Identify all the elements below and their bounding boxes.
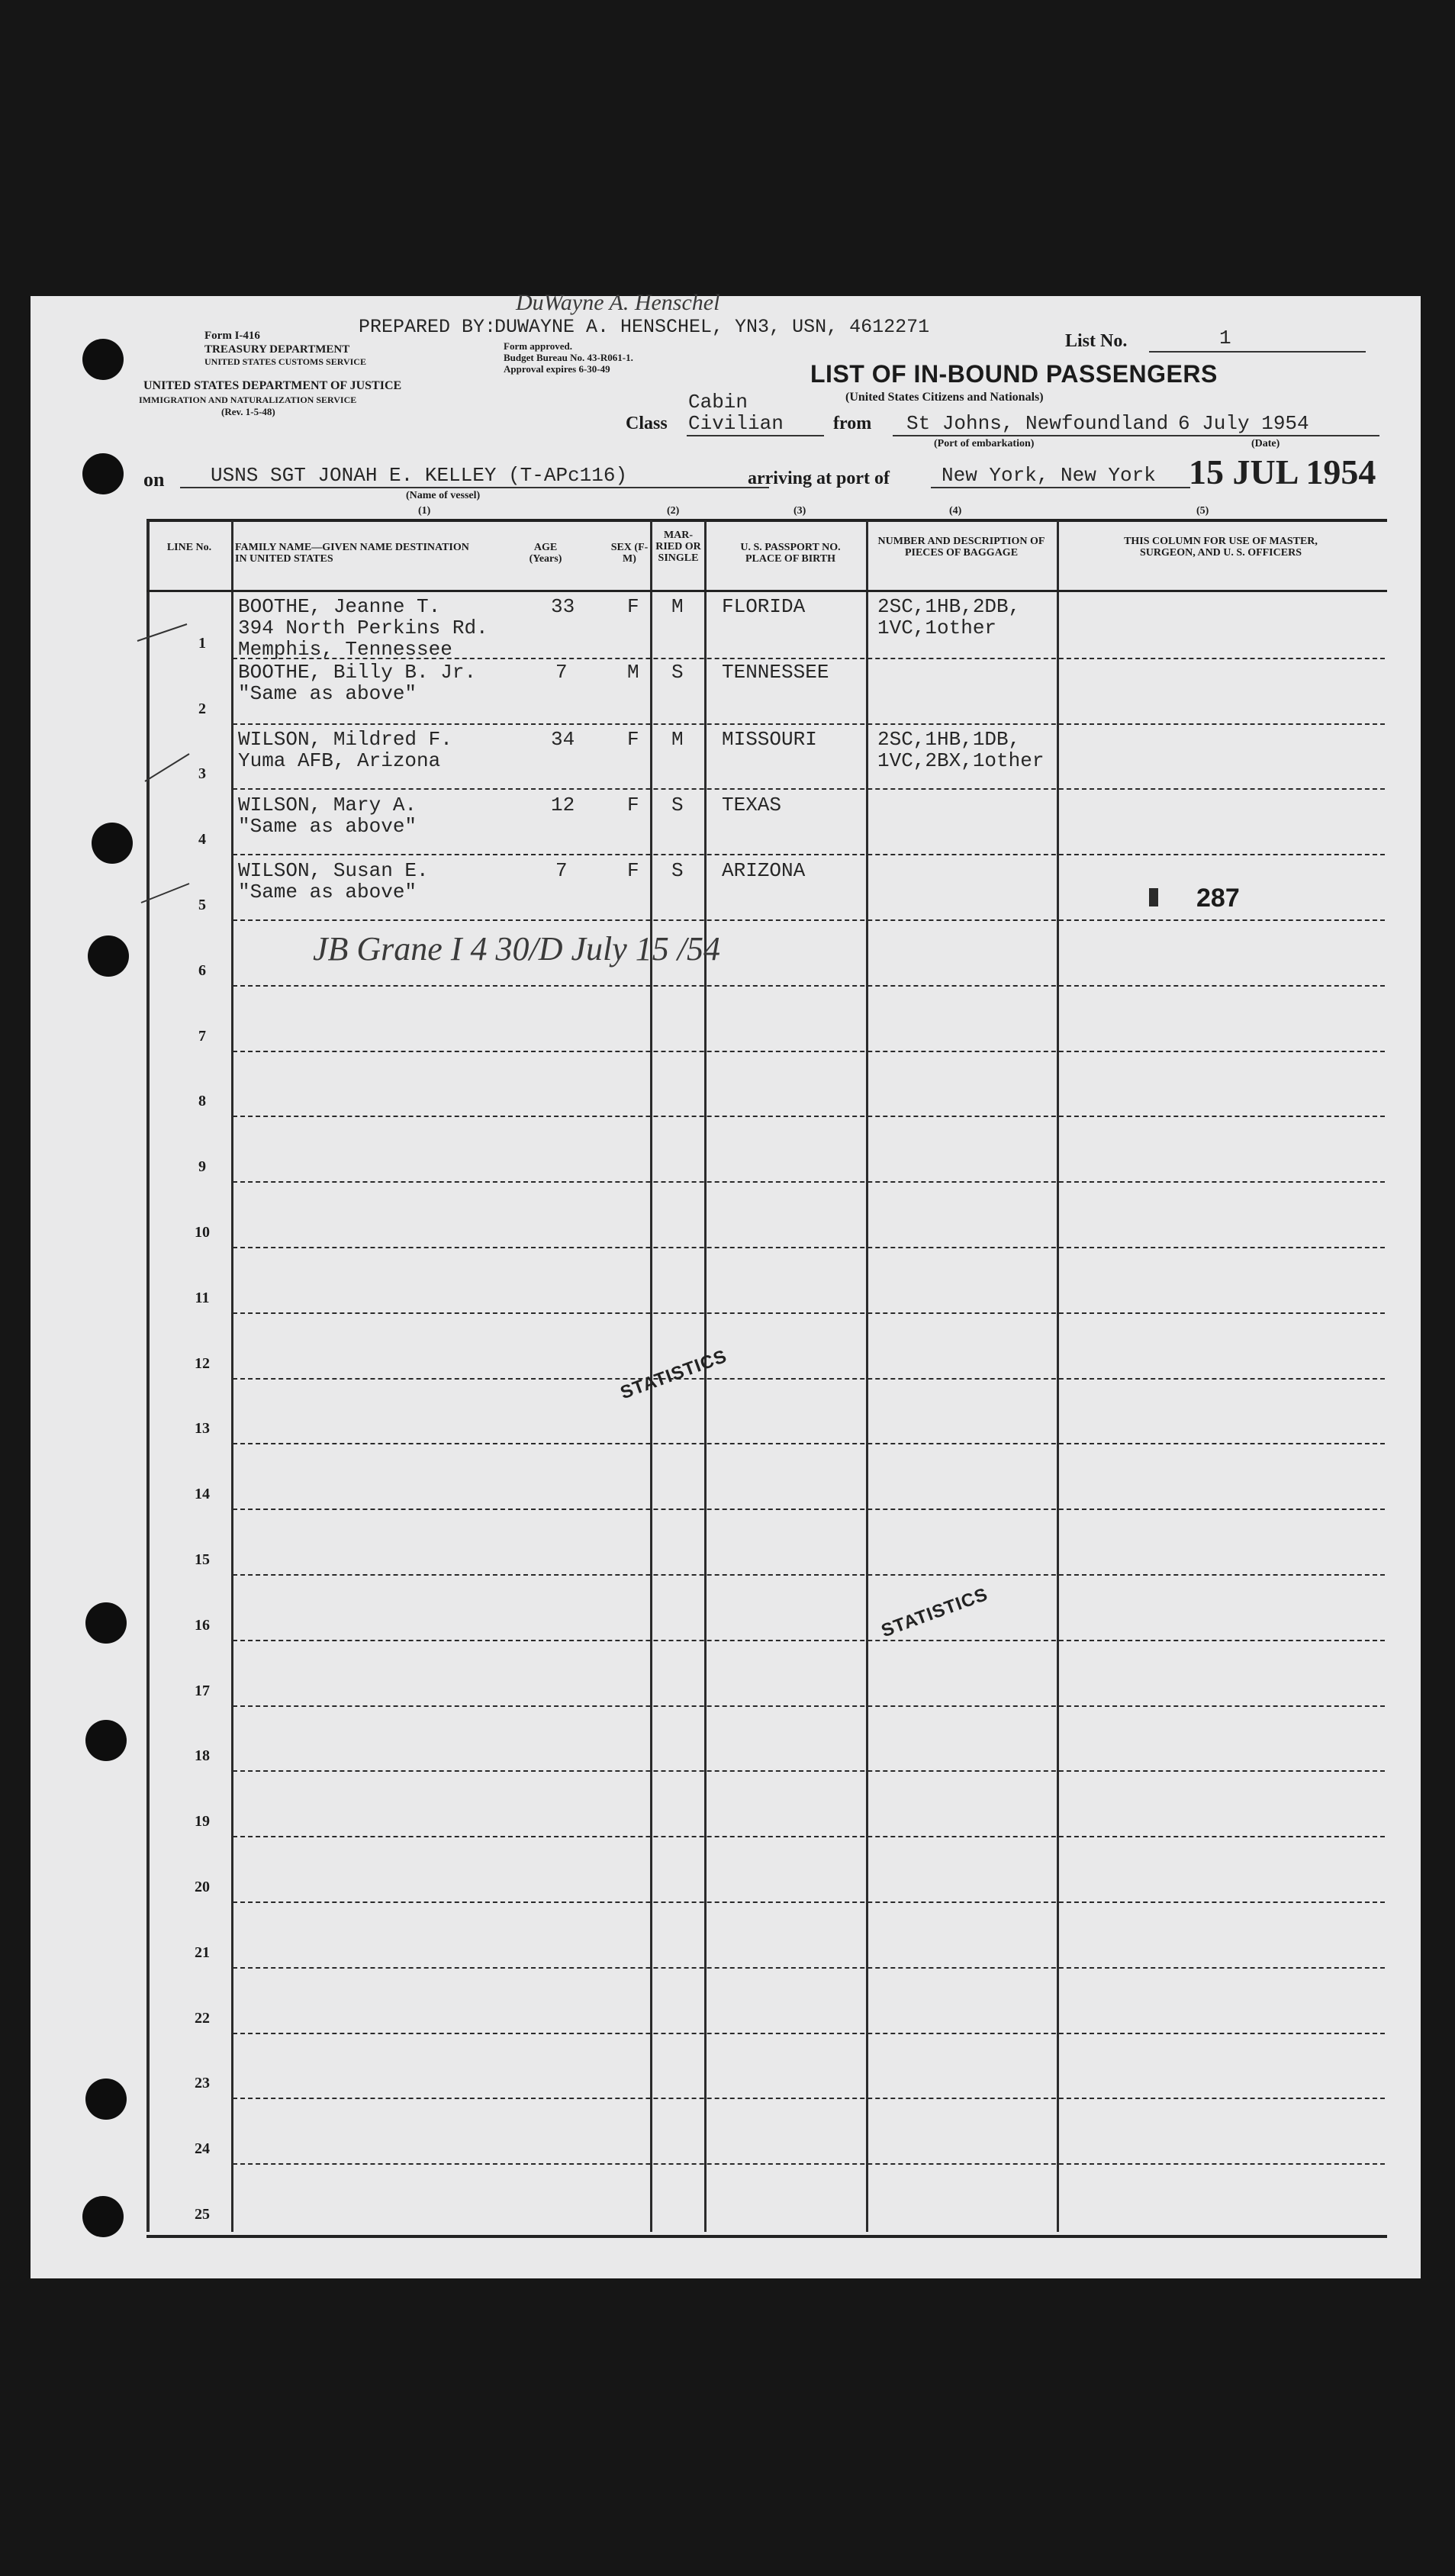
line-number: 25 — [195, 2206, 210, 2223]
col-divider — [704, 520, 707, 2232]
from-label: from — [833, 414, 872, 433]
passenger-age: 12 — [551, 794, 575, 816]
col-divider — [231, 520, 233, 2232]
stamp-mark — [1149, 888, 1158, 906]
passenger-sex: F — [627, 595, 639, 618]
line-number: 22 — [195, 2010, 210, 2027]
approval-line-1: Form approved. — [504, 340, 573, 352]
passenger-birthplace: TENNESSEE — [722, 661, 829, 684]
row-divider — [233, 1116, 1385, 1117]
port-of-embarkation: St Johns, Newfoundland — [906, 412, 1169, 435]
document-subtitle: (United States Citizens and Nationals) — [845, 391, 1044, 404]
row-divider — [233, 1443, 1385, 1444]
row-divider — [233, 854, 1385, 855]
passenger-destination: Memphis, Tennessee — [238, 638, 452, 661]
line-number: 19 — [195, 1813, 210, 1830]
line-number: 15 — [195, 1551, 210, 1568]
line-number: 24 — [195, 2140, 210, 2157]
passenger-name: BOOTHE, Jeanne T. — [238, 595, 441, 618]
passenger-name: WILSON, Mary A. — [238, 794, 417, 816]
passenger-name: BOOTHE, Billy B. Jr. — [238, 661, 477, 684]
handwritten-annotation: JB Grane I 4 30/D July 15 /54 — [313, 930, 720, 968]
col-divider — [866, 520, 868, 2232]
row-divider — [233, 919, 1385, 921]
list-no-label: List No. — [1065, 331, 1128, 351]
manifest-sheet — [31, 290, 1421, 2278]
row-divider — [233, 1051, 1385, 1052]
line-number: 17 — [195, 1682, 210, 1699]
line-number: 21 — [195, 1944, 210, 1961]
passenger-birthplace: FLORIDA — [722, 595, 806, 618]
class-value: Civilian — [688, 412, 784, 435]
passenger-birthplace: ARIZONA — [722, 859, 806, 882]
passenger-sex: F — [627, 859, 639, 882]
line-number: 1 — [198, 635, 206, 652]
row-divider — [233, 1574, 1385, 1576]
row-divider — [233, 1181, 1385, 1183]
passenger-birthplace: MISSOURI — [722, 728, 817, 751]
header-sex: SEX (F-M) — [610, 542, 649, 565]
passenger-name: WILSON, Mildred F. — [238, 728, 452, 751]
passenger-marital: S — [671, 794, 684, 816]
row-divider — [233, 1901, 1385, 1903]
line-number: 7 — [198, 1028, 206, 1045]
row-divider — [233, 1378, 1385, 1380]
immigration-service: IMMIGRATION AND NATURALIZATION SERVICE — [139, 394, 357, 405]
passenger-marital: M — [671, 728, 684, 751]
line-number: 9 — [198, 1158, 206, 1175]
col-number: (5) — [1196, 505, 1209, 517]
vessel-caption: (Name of vessel) — [406, 490, 481, 501]
date-caption: (Date) — [1251, 438, 1280, 449]
header-age: AGE (Years) — [529, 542, 562, 565]
col-number: (3) — [793, 505, 806, 517]
passenger-age: 7 — [555, 661, 568, 684]
passenger-sex: F — [627, 794, 639, 816]
line-number: 4 — [198, 831, 206, 848]
passenger-age: 33 — [551, 595, 575, 618]
header-officers: THIS COLUMN FOR USE OF MASTER, SURGEON, AND U. S. OFFICERS — [1124, 536, 1318, 559]
passenger-sex: F — [627, 728, 639, 751]
passenger-baggage: 2SC,1HB,1DB, — [877, 728, 1021, 751]
prepared-by-label: PREPARED BY: — [359, 316, 497, 338]
punch-hole — [82, 339, 124, 380]
punch-hole — [82, 2196, 124, 2237]
punch-hole — [85, 1720, 127, 1761]
row-divider — [233, 2163, 1385, 2165]
on-label: on — [143, 469, 165, 491]
passenger-birthplace: TEXAS — [722, 794, 782, 816]
row-divider — [233, 788, 1385, 790]
embarkation-date: 6 July 1954 — [1178, 412, 1309, 435]
line-number: 3 — [198, 765, 206, 782]
revision-date: (Rev. 1-5-48) — [221, 406, 275, 417]
passenger-baggage: 1VC,2BX,1other — [877, 749, 1045, 772]
row-divider — [233, 1640, 1385, 1641]
punch-hole — [85, 1602, 127, 1644]
passenger-name: WILSON, Susan E. — [238, 859, 429, 882]
passenger-age: 7 — [555, 859, 568, 882]
header-line-no: LINE No. — [166, 542, 212, 553]
header-bottom-rule — [146, 590, 1387, 592]
class-label: Class — [626, 414, 668, 433]
punch-hole — [88, 935, 129, 977]
punch-hole — [85, 2079, 127, 2120]
record-number-287: 287 — [1196, 884, 1240, 913]
line-number: 23 — [195, 2075, 210, 2091]
row-divider — [233, 1967, 1385, 1969]
passenger-baggage: 2SC,1HB,2DB, — [877, 595, 1021, 618]
header-baggage: NUMBER AND DESCRIPTION OF PIECES OF BAGGAGE — [877, 536, 1045, 559]
line-number: 12 — [195, 1355, 210, 1372]
passenger-sex: M — [627, 661, 639, 684]
document-title: LIST OF IN-BOUND PASSENGERS — [810, 360, 1218, 388]
list-number: 1 — [1219, 327, 1231, 349]
passenger-marital: S — [671, 859, 684, 882]
approval-line-2: Budget Bureau No. 43-R061-1. — [504, 352, 633, 363]
row-divider — [233, 985, 1385, 987]
margin-marks — [107, 601, 198, 937]
header-name: FAMILY NAME—GIVEN NAME DESTINATION IN UNITED STATES — [235, 542, 469, 565]
arriving-label: arriving at port of — [748, 469, 890, 488]
row-divider — [233, 1509, 1385, 1510]
line-number: 20 — [195, 1879, 210, 1895]
passenger-destination: 394 North Perkins Rd. — [238, 617, 488, 639]
class-line — [687, 435, 824, 436]
line-number: 14 — [195, 1486, 210, 1502]
passenger-destination: "Same as above" — [238, 682, 417, 705]
statistics-stamp: STATISTICS — [617, 1345, 730, 1404]
class-top: Cabin — [688, 391, 748, 414]
row-divider — [233, 1705, 1385, 1707]
passenger-age: 34 — [551, 728, 575, 751]
treasury-department: TREASURY DEPARTMENT — [204, 343, 350, 356]
passenger-marital: M — [671, 595, 684, 618]
line-number: 16 — [195, 1617, 210, 1634]
arrival-date-stamp: 15 JUL 1954 — [1189, 452, 1376, 491]
row-divider — [233, 1312, 1385, 1314]
line-number: 6 — [198, 962, 206, 979]
row-divider — [233, 2033, 1385, 2034]
line-number: 8 — [198, 1093, 206, 1109]
prepared-by: DUWAYNE A. HENSCHEL, YN3, USN, 4612271 — [494, 316, 930, 338]
col-number: (4) — [949, 505, 962, 517]
list-no-line — [1149, 351, 1366, 353]
row-divider — [233, 723, 1385, 725]
line-number: 18 — [195, 1747, 210, 1764]
date-line — [1175, 435, 1379, 436]
col-number: (2) — [667, 505, 680, 517]
signature: DuWayne A. Henschel — [516, 290, 720, 315]
arrival-port: New York, New York — [942, 464, 1156, 487]
customs-service: UNITED STATES CUSTOMS SERVICE — [204, 356, 366, 367]
col-divider — [1057, 520, 1059, 2232]
vessel-name: USNS SGT JONAH E. KELLEY (T-APc116) — [211, 464, 628, 487]
header-passport: U. S. PASSPORT NO. PLACE OF BIRTH — [740, 542, 841, 565]
vessel-line — [180, 487, 769, 488]
row-divider — [233, 2098, 1385, 2099]
line-number: 13 — [195, 1420, 210, 1437]
line-number: 2 — [198, 700, 206, 717]
justice-department: UNITED STATES DEPARTMENT OF JUSTICE — [143, 379, 402, 392]
passenger-baggage: 1VC,1other — [877, 617, 997, 639]
arrival-line — [931, 487, 1190, 488]
col-number: (1) — [418, 505, 431, 517]
row-divider — [233, 1836, 1385, 1837]
row-divider — [233, 1770, 1385, 1772]
passenger-marital: S — [671, 661, 684, 684]
passenger-destination: Yuma AFB, Arizona — [238, 749, 441, 772]
port-caption: (Port of embarkation) — [934, 438, 1035, 449]
passenger-destination: "Same as above" — [238, 881, 417, 903]
line-number: 11 — [195, 1290, 210, 1306]
from-line — [893, 435, 1213, 436]
header-married: MAR-RIED OR SINGLE — [655, 530, 701, 564]
approval-line-3: Approval expires 6-30-49 — [504, 363, 610, 375]
row-divider — [233, 1247, 1385, 1248]
passenger-destination: "Same as above" — [238, 815, 417, 838]
statistics-stamp: STATISTICS — [878, 1583, 991, 1642]
punch-hole — [82, 453, 124, 494]
form-number: Form I-416 — [204, 330, 260, 342]
line-number: 5 — [198, 897, 206, 913]
line-number: 10 — [195, 1224, 210, 1241]
